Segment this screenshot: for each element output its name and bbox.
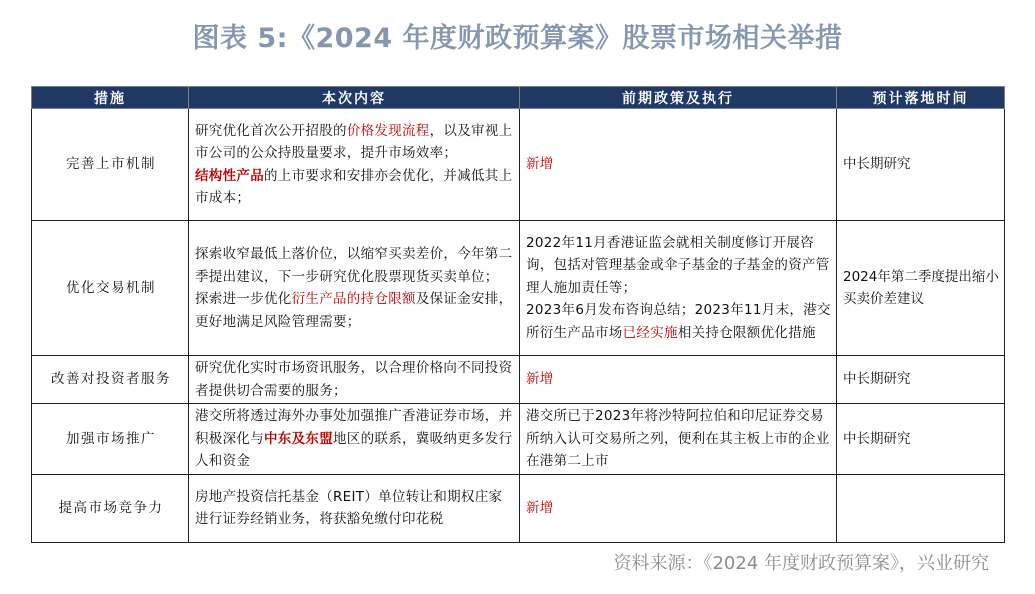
text-segment: 港交所已于2023年将沙特阿拉伯和印尼证券交易所纳入认可交易所之列，便利在其主板上市的企业在港第二上市 [526, 408, 830, 469]
table-row [32, 221, 1005, 356]
table-row [32, 356, 1005, 404]
text-segment: 2023年6月发布咨询总结；2023年11月末，港交所衍生产品市场 [526, 302, 831, 341]
text-segment: 研究优化首次公开招股的 [195, 122, 347, 139]
content-cell [189, 221, 520, 356]
highlighted-text: 已经实施 [622, 324, 678, 341]
measure-cell: 提高市场竞争力 [32, 474, 189, 542]
highlighted-text: 衍生产品的持仓限额 [291, 291, 416, 307]
prior-policy-cell [520, 404, 837, 475]
timing-cell: 中长期研究 [837, 356, 1005, 404]
measure-cell: 完善上市机制 [32, 109, 189, 221]
table-row [32, 474, 1005, 542]
header-content: 本次内容 [189, 87, 520, 109]
text-segment: ，以及审视上市公司的公众持股量要求，提升市场效率； [195, 122, 513, 161]
measures-table [31, 86, 1005, 543]
content-cell [189, 474, 520, 542]
prior-policy-cell [520, 109, 837, 221]
table-row [32, 109, 1005, 221]
timing-cell: 中长期研究 [837, 109, 1005, 221]
measure-cell: 加强市场推广 [32, 404, 189, 475]
timing-cell [837, 474, 1005, 542]
prior-policy-cell [520, 356, 837, 404]
content-cell [189, 404, 520, 475]
text-segment: 港交所将透过海外办事处加强推广香港证券市场，并积极深化与 [195, 408, 513, 447]
measure-cell: 改善对投资者服务 [32, 356, 189, 404]
highlighted-text: 新增 [526, 371, 554, 388]
table-row [32, 404, 1005, 475]
text-segment: 房地产投资信托基金（REIT）单位转让和期权庄家进行证券经销业务，将获豁免缴付印花税 [195, 488, 503, 527]
content-cell [189, 109, 520, 221]
text-segment: 探索进一步优化 [195, 291, 292, 307]
prior-policy-cell [520, 474, 837, 542]
header-measure: 措施 [32, 87, 189, 109]
highlighted-text: 中东及东盟 [264, 430, 333, 447]
highlighted-text: 价格发现流程 [346, 122, 430, 139]
measure-cell: 优化交易机制 [32, 221, 189, 356]
prior-policy-cell [520, 221, 837, 356]
content-cell [189, 356, 520, 404]
header-timing: 预计落地时间 [837, 87, 1005, 109]
text-segment: 及保证金安排，更好地满足风险管理需要； [195, 291, 513, 330]
text-segment: 2022年11月香港证监会就相关制度修订开展咨询，包括对管理基金或伞子基金的子基金的资产管理人施加责任等； [526, 234, 830, 296]
text-segment: 地区的联系，冀吸纳更多发行人和资金 [195, 430, 513, 469]
chart-title: 图表 5:《2024 年度财政预算案》股票市场相关举措 [192, 23, 843, 54]
text-segment: 相关持仓限额优化措施 [677, 324, 816, 341]
timing-cell: 中长期研究 [837, 404, 1005, 475]
highlighted-text: 新增 [526, 156, 554, 173]
header-prior-policy: 前期政策及执行 [520, 87, 837, 109]
timing-cell: 2024年第二季度提出缩小买卖价差建议 [837, 221, 1005, 356]
highlighted-text: 结构性产品 [195, 167, 264, 184]
text-segment: 研究优化实时市场资讯服务，以合理价格向不同投资者提供切合需要的服务； [195, 360, 513, 399]
header-row [32, 87, 1005, 109]
text-segment: 的上市要求和安排亦会优化，并减低其上市成本； [195, 167, 513, 206]
highlighted-text: 新增 [526, 499, 554, 516]
text-segment: 探索收窄最低上落价位，以缩窄买卖差价，今年第二季提出建议，下一步研究优化股票现货买卖单位； [195, 246, 513, 285]
source-note: 资料来源：《2024 年度财政预算案》，兴业研究 [613, 553, 989, 574]
